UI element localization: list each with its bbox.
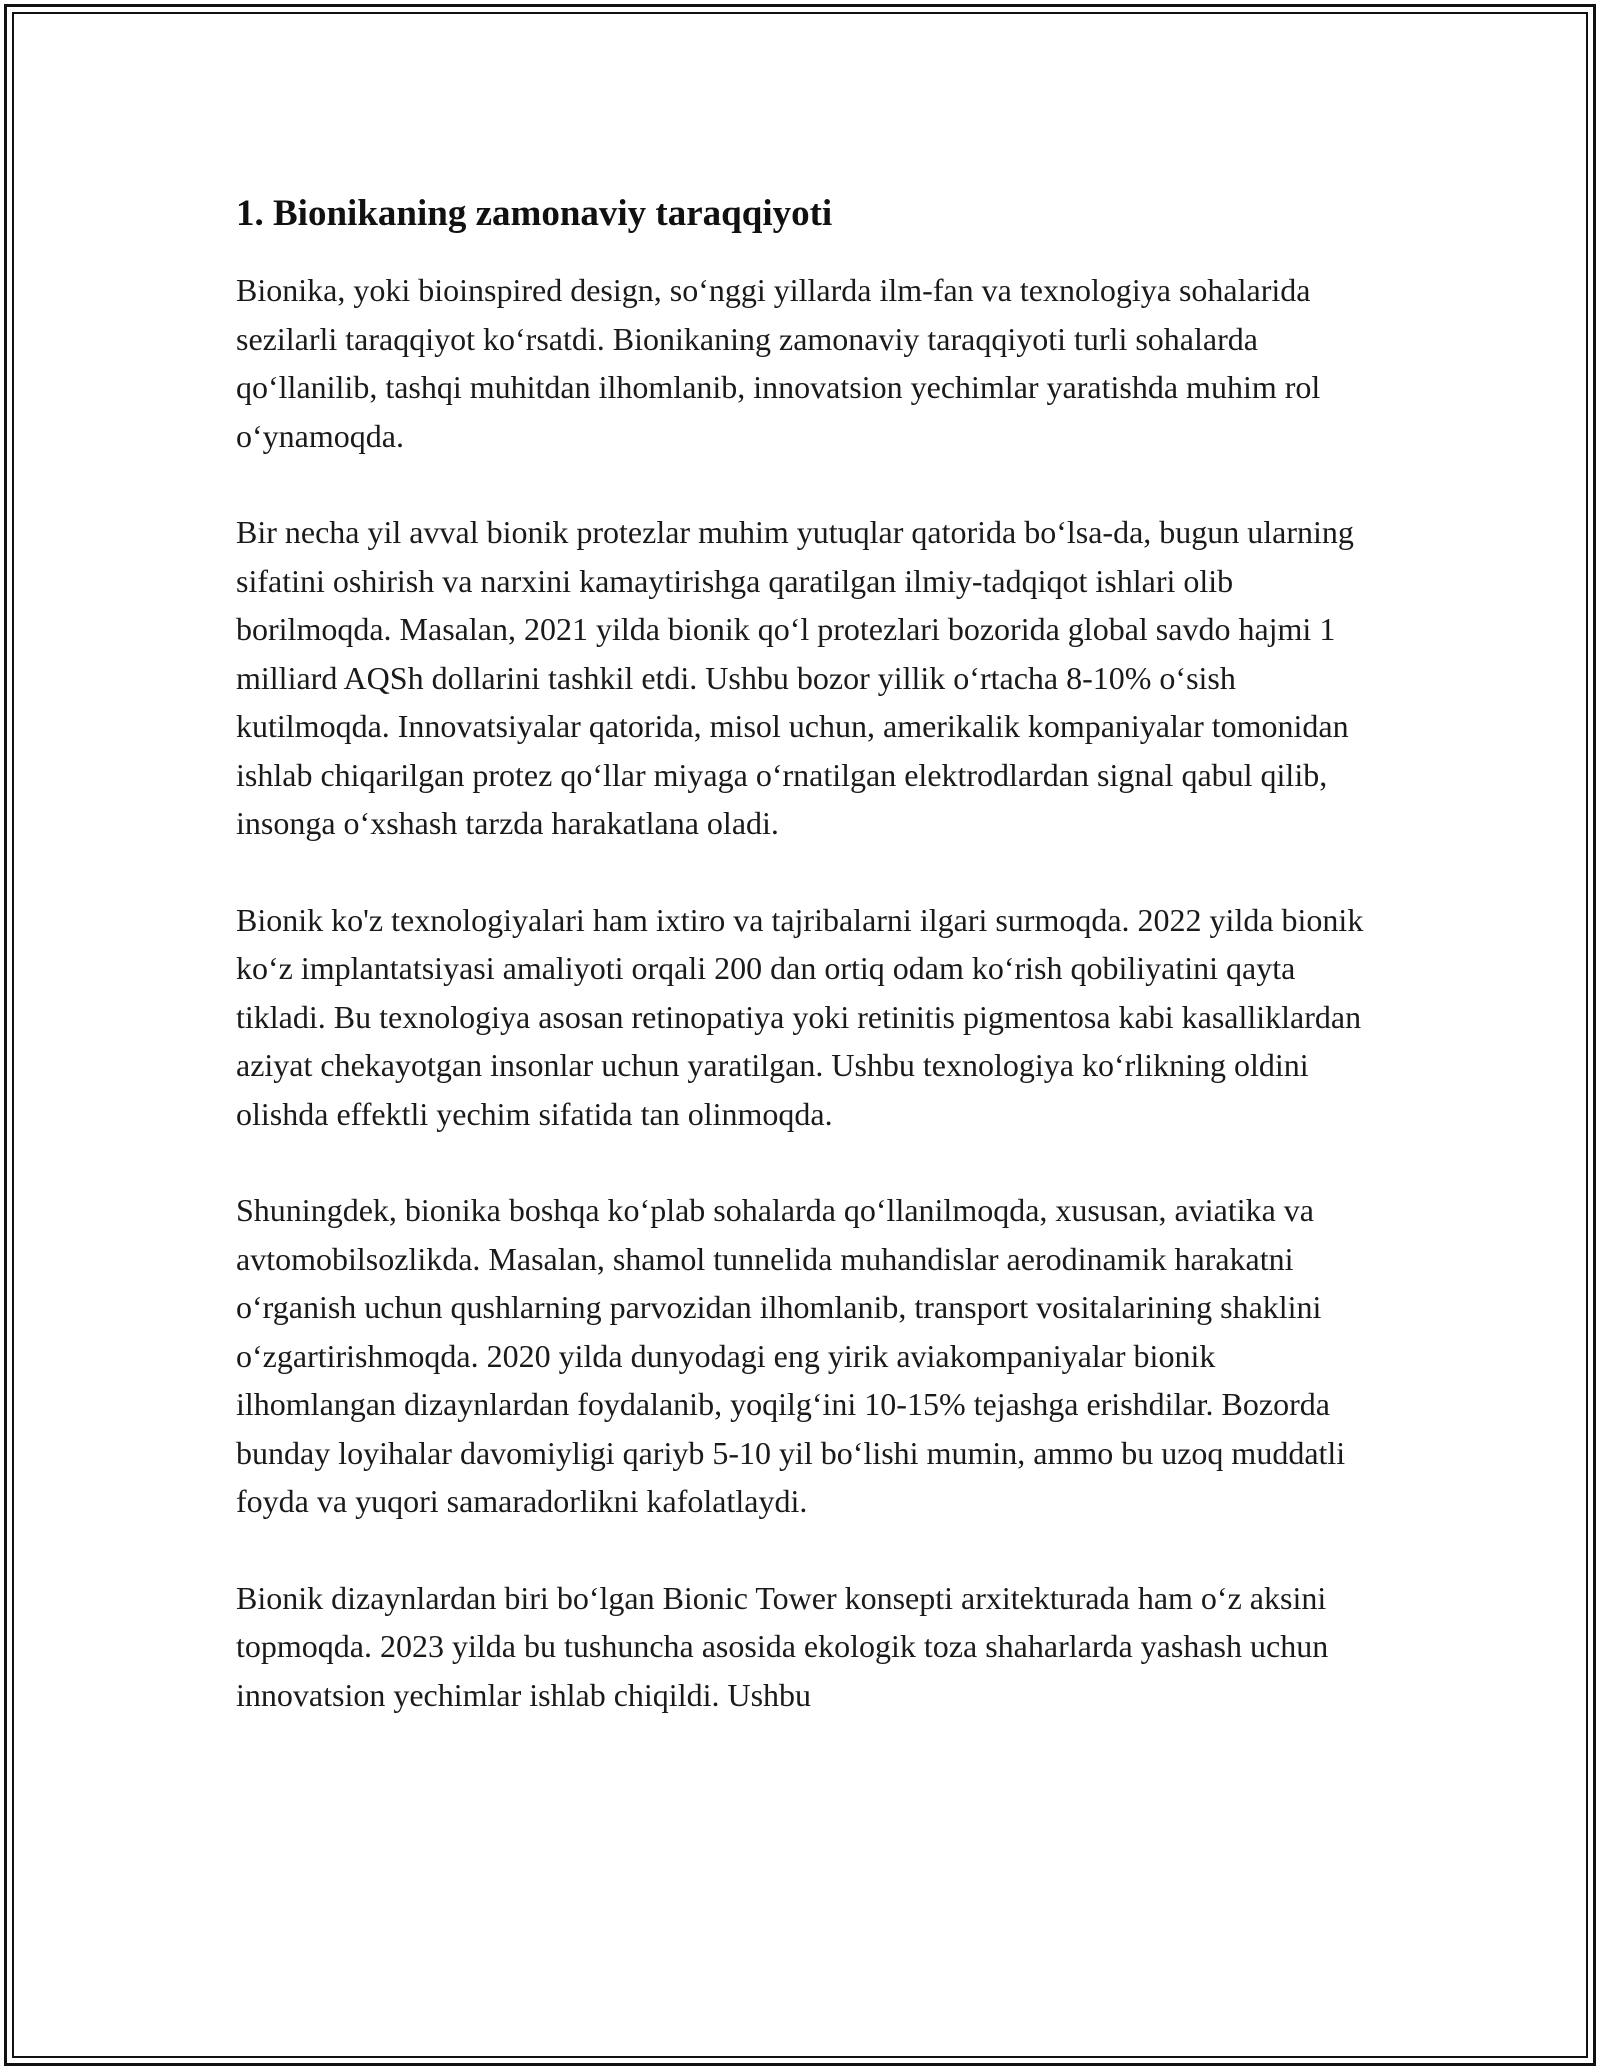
section-heading: 1. Bionikaning zamonaviy taraqqiyoti <box>236 193 833 234</box>
paragraph-intro: Bionika, yoki bioinspired design, so‘nggi yillarda ilm-fan va texnologiya sohalarida sezilarli taraqqiyot ko‘rsatdi. Bionikaning zamonaviy taraqqiyoti turli sohalarda qo‘llanilib, tashqi muhitdan ilhomlanib, innovatsion yechimlar yaratishda muhim rol o‘ynamoqda. <box>236 272 1321 454</box>
paragraph-architecture: Bionik dizaynlardan biri bo‘lgan Bionic Tower konsepti arxitekturada ham o‘z aksini topmoqda. 2023 yilda bu tushuncha asosida ekologik toza shaharlarda yashash uchun innovatsion yechimlar ishlab chiqildi. Ushbu <box>236 1579 1329 1713</box>
paragraph-bionic-eye: Bionik ko'z texnologiyalari ham ixtiro va tajribalarni ilgari surmoqda. 2022 yilda bionik ko‘z implantatsiyasi amaliyoti orqali 200 dan ortiq odam ko‘rish qobiliyatini qayta tikladi. Bu texnologiya asosan retinopatiya yoki retinitis pigmentosa kabi kasalliklardan aziyat chekayotgan insonlar uchun yaratilgan. Ushbu texnologiya ko‘rlikning oldini olishda effektli yechim sifatida tan olinmoqda. <box>236 901 1364 1132</box>
paragraph-aviation: Shuningdek, bionika boshqa ko‘plab sohalarda qo‘llanilmoqda, xususan, aviatika va avtomobilsozlikda. Masalan, shamol tunnelida muhandislar aerodinamik harakatni o‘rganish uchun qushlarning parvozidan ilhomlanib, transport vositalarining shaklini o‘zgartirishmoqda. 2020 yilda dunyodagi eng yirik aviakompaniyalar bionik ilhomlangan dizaynlardan foydalanib, yoqilg‘ini 10-15% tejashga erishdilar. Bozorda bunday loyihalar davomiyligi qariyb 5-10 yil bo‘lishi mumin, ammo bu uzoq muddatli foyda va yuqori samaradorlikni kafolatlaydi. <box>236 1192 1346 1519</box>
document-body <box>236 184 1366 1767</box>
paragraph-prosthetics: Bir necha yil avval bionik protezlar muhim yutuqlar qatorida bo‘lsa-da, bugun ularning sifatini oshirish va narxini kamaytirishga qaratilgan ilmiy-tadqiqot ishlari olib borilmoqda. Masalan, 2021 yilda bionik qo‘l protezlari bozorida global savdo hajmi 1 milliard AQSh dollarini tashkil etdi. Ushbu bozor yillik o‘rtacha 8-10% o‘sish kutilmoqda. Innovatsiyalar qatorida, misol uchun, amerikalik kompaniyalar tomonidan ishlab chiqarilgan protez qo‘llar miyaga o‘rnatilgan elektrodlardan signal qabul qilib, insonga o‘xshash tarzda harakatlana oladi. <box>236 514 1354 841</box>
